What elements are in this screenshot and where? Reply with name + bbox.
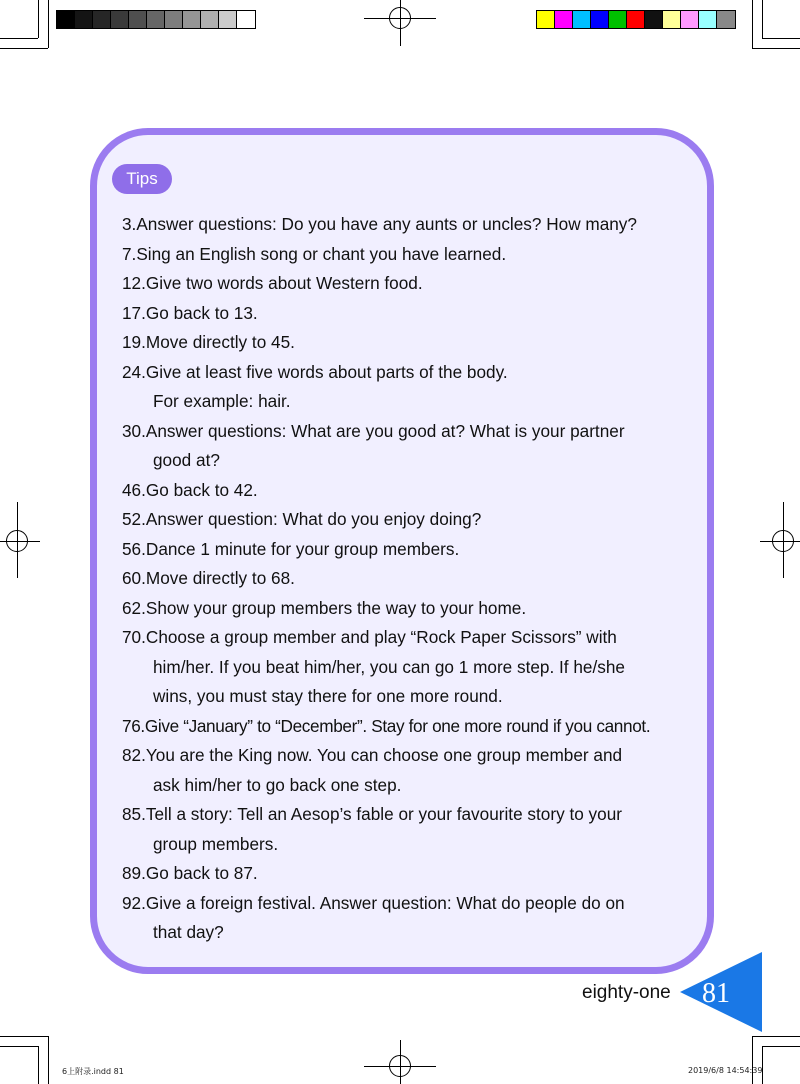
color-swatch <box>645 11 663 28</box>
color-swatch <box>591 11 609 28</box>
gray-swatch <box>219 11 237 28</box>
tip-text: Give “January” to “December”. Stay for one more round if you cannot. <box>144 715 651 736</box>
tip-number: 89. <box>122 863 146 883</box>
gray-swatch <box>147 11 165 28</box>
tip-number: 7. <box>122 243 137 264</box>
tip-text: Give two words about Western food. <box>145 273 423 293</box>
tip-item <box>122 299 702 329</box>
tip-number: 60. <box>122 568 146 588</box>
tip-item <box>122 476 702 506</box>
gray-swatch <box>93 11 111 28</box>
tip-item <box>122 240 702 270</box>
tip-text: Go back to 13. <box>145 302 258 323</box>
tip-text: Give at least five words about parts of the body. <box>145 361 508 382</box>
tip-text: Move directly to 68. <box>145 568 295 588</box>
tip-item <box>122 269 702 299</box>
tip-text: Go back to 42. <box>145 479 258 500</box>
tip-text: Answer questions: What are you good at? What is your partner <box>145 420 625 441</box>
grayscale-color-bar <box>56 10 256 29</box>
tip-item <box>122 210 702 240</box>
tip-item <box>122 535 702 565</box>
gray-swatch <box>237 11 255 28</box>
tip-number: 56. <box>122 538 146 559</box>
tip-text: Sing an English song or chant you have learned. <box>136 243 507 264</box>
process-color-bar <box>536 10 736 29</box>
tip-number: 3. <box>122 214 137 234</box>
footer-timestamp: 2019/6/8 14:54:39 <box>688 1066 763 1075</box>
tip-item <box>122 417 702 447</box>
tip-number: 70. <box>122 627 146 647</box>
tip-continuation: group members. <box>153 833 279 854</box>
tip-number: 19. <box>122 332 146 352</box>
tip-continuation: For example: hair. <box>153 391 291 411</box>
gray-swatch <box>201 11 219 28</box>
page-number: 81 <box>702 978 730 1009</box>
tip-item <box>122 859 702 889</box>
tip-number: 82. <box>122 745 146 765</box>
tip-number: 76. <box>122 715 145 736</box>
gray-swatch <box>165 11 183 28</box>
color-swatch <box>609 11 627 28</box>
tip-text: Dance 1 minute for your group members. <box>145 538 460 559</box>
tip-number: 17. <box>122 302 146 323</box>
gray-swatch <box>111 11 129 28</box>
tip-item <box>122 594 702 624</box>
tip-number: 62. <box>122 597 146 618</box>
tip-text: Choose a group member and play “Rock Paper Scissors” with <box>145 627 617 647</box>
tip-item <box>122 800 702 830</box>
tip-continuation: wins, you must stay there for one more round. <box>153 686 503 706</box>
tips-list <box>122 210 702 948</box>
tip-number: 92. <box>122 892 146 913</box>
gray-swatch <box>57 11 75 28</box>
tip-item <box>122 889 702 919</box>
tip-number: 12. <box>122 273 146 293</box>
tips-badge: Tips <box>112 164 172 194</box>
gray-swatch <box>129 11 147 28</box>
page-number-word: eighty-one <box>582 982 671 1003</box>
tip-item <box>122 358 702 388</box>
color-swatch <box>699 11 717 28</box>
tip-number: 52. <box>122 509 146 529</box>
tip-continuation: that day? <box>153 922 224 942</box>
color-swatch <box>717 11 735 28</box>
tip-item <box>122 505 702 535</box>
tip-continuation: ask him/her to go back one step. <box>153 774 402 795</box>
tip-text: Tell a story: Tell an Aesop’s fable or your favourite story to your <box>145 804 622 824</box>
tip-item <box>122 712 702 742</box>
tip-text: Go back to 87. <box>145 863 258 883</box>
tip-continuation: good at? <box>153 450 220 470</box>
tip-item <box>122 741 702 771</box>
tip-item <box>122 564 702 594</box>
tip-number: 85. <box>122 804 146 824</box>
color-swatch <box>573 11 591 28</box>
tip-item <box>122 623 702 653</box>
tip-number: 30. <box>122 420 146 441</box>
tip-text: Answer questions: Do you have any aunts or uncles? How many? <box>136 214 637 234</box>
tip-item <box>122 328 702 358</box>
color-swatch <box>681 11 699 28</box>
tip-number: 46. <box>122 479 146 500</box>
tip-text: Give a foreign festival. Answer question: What do people do on <box>145 892 625 913</box>
tip-text: You are the King now. You can choose one group member and <box>145 745 623 765</box>
color-swatch <box>555 11 573 28</box>
color-swatch <box>537 11 555 28</box>
color-swatch <box>627 11 645 28</box>
tip-number: 24. <box>122 361 146 382</box>
color-swatch <box>663 11 681 28</box>
gray-swatch <box>75 11 93 28</box>
tip-text: Show your group members the way to your home. <box>145 597 527 618</box>
tip-text: Move directly to 45. <box>145 332 295 352</box>
footer-file-name: 6上附录.indd 81 <box>62 1067 124 1076</box>
gray-swatch <box>183 11 201 28</box>
tip-text: Answer question: What do you enjoy doing? <box>145 509 482 529</box>
tip-continuation: him/her. If you beat him/her, you can go 1 more step. If he/she <box>153 656 625 677</box>
